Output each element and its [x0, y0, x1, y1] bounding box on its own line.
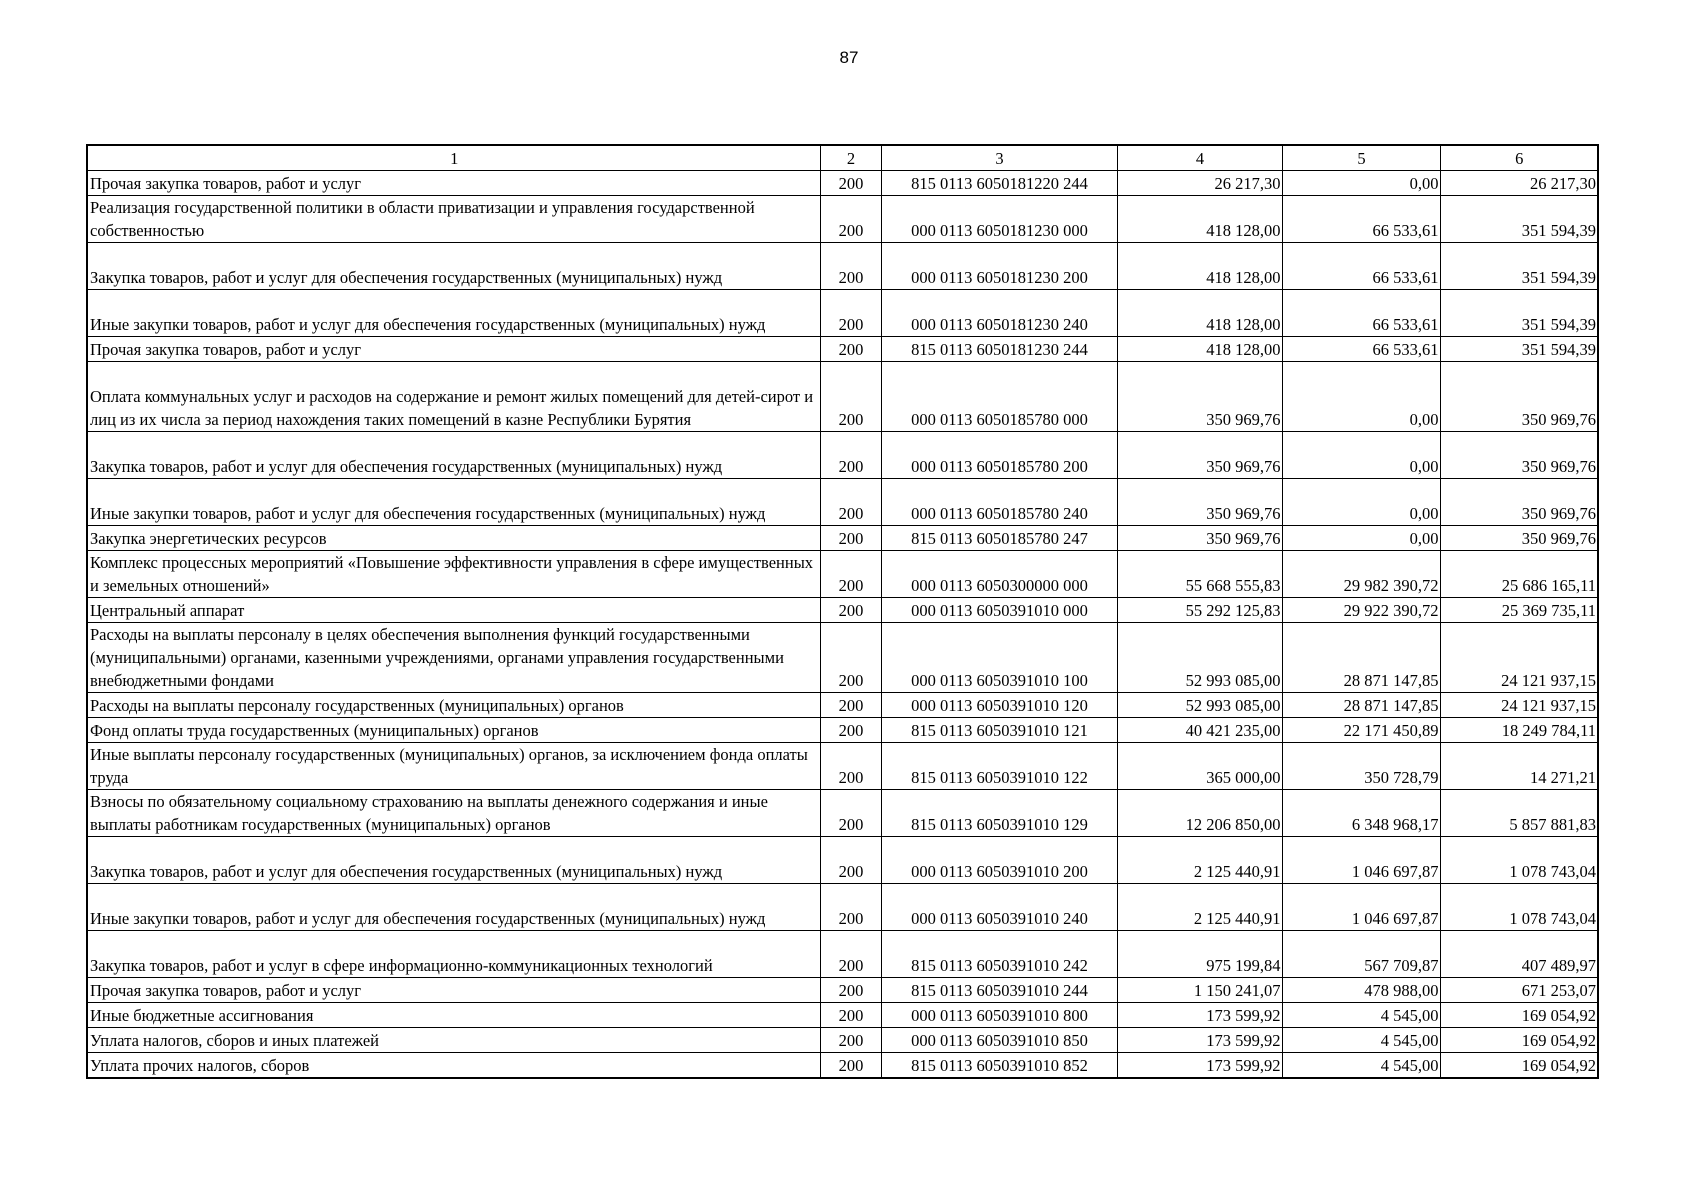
row-line-code-cell: 200 [820, 337, 881, 362]
row-name-cell: Расходы на выплаты персоналу в целях обеспечения выполнения функций государственными (муниципальными) органами, казенными учреждениями, органами управления государственными внебюджетными фондами [87, 623, 820, 693]
row-budget-code-cell: 000 0113 6050181230 240 [881, 290, 1117, 337]
row-approved-cell: 2 125 440,91 [1117, 837, 1282, 884]
row-name-cell: Прочая закупка товаров, работ и услуг [87, 337, 820, 362]
row-approved-cell: 52 993 085,00 [1117, 693, 1282, 718]
table-row [87, 837, 1598, 884]
row-remaining-cell: 351 594,39 [1440, 196, 1598, 243]
row-approved-cell: 418 128,00 [1117, 290, 1282, 337]
row-budget-code-cell: 000 0113 6050185780 000 [881, 362, 1117, 432]
row-approved-cell: 52 993 085,00 [1117, 623, 1282, 693]
row-approved-cell: 418 128,00 [1117, 196, 1282, 243]
row-name-cell: Прочая закупка товаров, работ и услуг [87, 978, 820, 1003]
row-executed-cell: 4 545,00 [1282, 1028, 1440, 1053]
row-line-code-cell: 200 [820, 526, 881, 551]
row-name-cell: Комплекс процессных мероприятий «Повышение эффективности управления в сфере имущественных и земельных отношений» [87, 551, 820, 598]
row-executed-cell: 29 922 390,72 [1282, 598, 1440, 623]
row-line-code-cell: 200 [820, 551, 881, 598]
row-executed-cell: 1 046 697,87 [1282, 837, 1440, 884]
row-name-cell: Закупка энергетических ресурсов [87, 526, 820, 551]
row-name-cell: Иные закупки товаров, работ и услуг для обеспечения государственных (муниципальных) нужд [87, 290, 820, 337]
row-remaining-cell: 18 249 784,11 [1440, 718, 1598, 743]
row-approved-cell: 418 128,00 [1117, 337, 1282, 362]
row-line-code-cell: 200 [820, 790, 881, 837]
table-row [87, 693, 1598, 718]
row-budget-code-cell: 815 0113 6050185780 247 [881, 526, 1117, 551]
column-header-6: 6 [1440, 145, 1598, 171]
row-executed-cell: 28 871 147,85 [1282, 693, 1440, 718]
row-remaining-cell: 407 489,97 [1440, 931, 1598, 978]
row-executed-cell: 567 709,87 [1282, 931, 1440, 978]
row-line-code-cell: 200 [820, 931, 881, 978]
row-approved-cell: 350 969,76 [1117, 432, 1282, 479]
table-row [87, 978, 1598, 1003]
row-approved-cell: 365 000,00 [1117, 743, 1282, 790]
row-remaining-cell: 350 969,76 [1440, 526, 1598, 551]
row-line-code-cell: 200 [820, 1003, 881, 1028]
table-row [87, 790, 1598, 837]
row-executed-cell: 478 988,00 [1282, 978, 1440, 1003]
row-remaining-cell: 24 121 937,15 [1440, 623, 1598, 693]
row-approved-cell: 350 969,76 [1117, 362, 1282, 432]
row-name-cell: Реализация государственной политики в области приватизации и управления государственной собственностью [87, 196, 820, 243]
row-executed-cell: 0,00 [1282, 479, 1440, 526]
row-line-code-cell: 200 [820, 243, 881, 290]
row-approved-cell: 975 199,84 [1117, 931, 1282, 978]
row-name-cell: Уплата прочих налогов, сборов [87, 1053, 820, 1079]
row-budget-code-cell: 000 0113 6050185780 200 [881, 432, 1117, 479]
table-row [87, 432, 1598, 479]
row-executed-cell: 66 533,61 [1282, 337, 1440, 362]
row-name-cell: Оплата коммунальных услуг и расходов на содержание и ремонт жилых помещений для детей-сирот и лиц из их числа за период нахождения таких помещений в казне Республики Бурятия [87, 362, 820, 432]
row-line-code-cell: 200 [820, 432, 881, 479]
row-name-cell: Закупка товаров, работ и услуг для обеспечения государственных (муниципальных) нужд [87, 432, 820, 479]
table-row [87, 743, 1598, 790]
row-executed-cell: 66 533,61 [1282, 243, 1440, 290]
row-approved-cell: 173 599,92 [1117, 1053, 1282, 1079]
row-executed-cell: 0,00 [1282, 432, 1440, 479]
row-line-code-cell: 200 [820, 978, 881, 1003]
row-remaining-cell: 169 054,92 [1440, 1053, 1598, 1079]
row-budget-code-cell: 815 0113 6050391010 242 [881, 931, 1117, 978]
row-executed-cell: 0,00 [1282, 362, 1440, 432]
row-executed-cell: 4 545,00 [1282, 1003, 1440, 1028]
row-executed-cell: 29 982 390,72 [1282, 551, 1440, 598]
row-name-cell: Закупка товаров, работ и услуг в сфере информационно-коммуникационных технологий [87, 931, 820, 978]
row-remaining-cell: 671 253,07 [1440, 978, 1598, 1003]
column-header-3: 3 [881, 145, 1117, 171]
table-row [87, 362, 1598, 432]
row-name-cell: Закупка товаров, работ и услуг для обеспечения государственных (муниципальных) нужд [87, 243, 820, 290]
row-budget-code-cell: 815 0113 6050391010 121 [881, 718, 1117, 743]
table-row [87, 243, 1598, 290]
row-remaining-cell: 1 078 743,04 [1440, 884, 1598, 931]
row-remaining-cell: 350 969,76 [1440, 479, 1598, 526]
row-line-code-cell: 200 [820, 362, 881, 432]
row-name-cell: Уплата налогов, сборов и иных платежей [87, 1028, 820, 1053]
row-approved-cell: 55 668 555,83 [1117, 551, 1282, 598]
table-row [87, 337, 1598, 362]
row-name-cell: Закупка товаров, работ и услуг для обеспечения государственных (муниципальных) нужд [87, 837, 820, 884]
row-approved-cell: 2 125 440,91 [1117, 884, 1282, 931]
row-budget-code-cell: 000 0113 6050391010 000 [881, 598, 1117, 623]
row-line-code-cell: 200 [820, 598, 881, 623]
row-name-cell: Прочая закупка товаров, работ и услуг [87, 171, 820, 196]
row-executed-cell: 0,00 [1282, 526, 1440, 551]
row-approved-cell: 173 599,92 [1117, 1003, 1282, 1028]
page-number: 87 [839, 48, 859, 67]
row-budget-code-cell: 815 0113 6050391010 129 [881, 790, 1117, 837]
row-line-code-cell: 200 [820, 718, 881, 743]
table-row [87, 1028, 1598, 1053]
row-budget-code-cell: 815 0113 6050181220 244 [881, 171, 1117, 196]
row-line-code-cell: 200 [820, 1053, 881, 1079]
row-line-code-cell: 200 [820, 171, 881, 196]
row-budget-code-cell: 000 0113 6050391010 100 [881, 623, 1117, 693]
row-remaining-cell: 5 857 881,83 [1440, 790, 1598, 837]
row-executed-cell: 66 533,61 [1282, 290, 1440, 337]
table-row [87, 171, 1598, 196]
row-line-code-cell: 200 [820, 479, 881, 526]
row-approved-cell: 350 969,76 [1117, 526, 1282, 551]
row-budget-code-cell: 815 0113 6050391010 122 [881, 743, 1117, 790]
row-budget-code-cell: 815 0113 6050391010 852 [881, 1053, 1117, 1079]
row-budget-code-cell: 000 0113 6050181230 000 [881, 196, 1117, 243]
row-remaining-cell: 351 594,39 [1440, 337, 1598, 362]
row-approved-cell: 1 150 241,07 [1117, 978, 1282, 1003]
row-name-cell: Иные закупки товаров, работ и услуг для обеспечения государственных (муниципальных) нужд [87, 884, 820, 931]
row-line-code-cell: 200 [820, 743, 881, 790]
table-row [87, 884, 1598, 931]
table-row [87, 598, 1598, 623]
row-name-cell: Иные бюджетные ассигнования [87, 1003, 820, 1028]
row-budget-code-cell: 000 0113 6050185780 240 [881, 479, 1117, 526]
table-row [87, 196, 1598, 243]
table-row [87, 1053, 1598, 1079]
row-name-cell: Центральный аппарат [87, 598, 820, 623]
row-remaining-cell: 169 054,92 [1440, 1003, 1598, 1028]
row-executed-cell: 22 171 450,89 [1282, 718, 1440, 743]
table-row [87, 479, 1598, 526]
row-budget-code-cell: 000 0113 6050391010 200 [881, 837, 1117, 884]
row-executed-cell: 0,00 [1282, 171, 1440, 196]
row-remaining-cell: 350 969,76 [1440, 362, 1598, 432]
row-budget-code-cell: 000 0113 6050391010 120 [881, 693, 1117, 718]
row-approved-cell: 350 969,76 [1117, 479, 1282, 526]
row-approved-cell: 26 217,30 [1117, 171, 1282, 196]
row-line-code-cell: 200 [820, 693, 881, 718]
row-name-cell: Иные выплаты персоналу государственных (муниципальных) органов, за исключением фонда оплаты труда [87, 743, 820, 790]
table-row [87, 718, 1598, 743]
row-line-code-cell: 200 [820, 1028, 881, 1053]
row-line-code-cell: 200 [820, 290, 881, 337]
row-remaining-cell: 351 594,39 [1440, 243, 1598, 290]
row-executed-cell: 350 728,79 [1282, 743, 1440, 790]
row-budget-code-cell: 000 0113 6050391010 850 [881, 1028, 1117, 1053]
row-line-code-cell: 200 [820, 196, 881, 243]
row-executed-cell: 6 348 968,17 [1282, 790, 1440, 837]
table-row [87, 931, 1598, 978]
column-header-2: 2 [820, 145, 881, 171]
row-name-cell: Взносы по обязательному социальному страхованию на выплаты денежного содержания и иные выплаты работникам государственных (муниципальных) органов [87, 790, 820, 837]
row-line-code-cell: 200 [820, 884, 881, 931]
column-header-5: 5 [1282, 145, 1440, 171]
column-header-4: 4 [1117, 145, 1282, 171]
row-line-code-cell: 200 [820, 623, 881, 693]
row-remaining-cell: 1 078 743,04 [1440, 837, 1598, 884]
row-remaining-cell: 350 969,76 [1440, 432, 1598, 479]
row-name-cell: Иные закупки товаров, работ и услуг для обеспечения государственных (муниципальных) нужд [87, 479, 820, 526]
row-executed-cell: 28 871 147,85 [1282, 623, 1440, 693]
header-row [87, 145, 1598, 171]
row-approved-cell: 173 599,92 [1117, 1028, 1282, 1053]
table-row [87, 551, 1598, 598]
row-name-cell: Расходы на выплаты персоналу государственных (муниципальных) органов [87, 693, 820, 718]
row-executed-cell: 1 046 697,87 [1282, 884, 1440, 931]
row-approved-cell: 40 421 235,00 [1117, 718, 1282, 743]
row-budget-code-cell: 815 0113 6050391010 244 [881, 978, 1117, 1003]
row-remaining-cell: 25 686 165,11 [1440, 551, 1598, 598]
row-remaining-cell: 26 217,30 [1440, 171, 1598, 196]
table-row [87, 526, 1598, 551]
row-approved-cell: 12 206 850,00 [1117, 790, 1282, 837]
row-budget-code-cell: 000 0113 6050391010 240 [881, 884, 1117, 931]
row-budget-code-cell: 000 0113 6050181230 200 [881, 243, 1117, 290]
row-approved-cell: 55 292 125,83 [1117, 598, 1282, 623]
table-row [87, 1003, 1598, 1028]
table-row [87, 623, 1598, 693]
row-remaining-cell: 25 369 735,11 [1440, 598, 1598, 623]
row-budget-code-cell: 815 0113 6050181230 244 [881, 337, 1117, 362]
column-header-1: 1 [87, 145, 820, 171]
row-remaining-cell: 14 271,21 [1440, 743, 1598, 790]
row-remaining-cell: 351 594,39 [1440, 290, 1598, 337]
row-executed-cell: 66 533,61 [1282, 196, 1440, 243]
row-budget-code-cell: 000 0113 6050300000 000 [881, 551, 1117, 598]
row-remaining-cell: 169 054,92 [1440, 1028, 1598, 1053]
table-row [87, 290, 1598, 337]
row-approved-cell: 418 128,00 [1117, 243, 1282, 290]
row-executed-cell: 4 545,00 [1282, 1053, 1440, 1079]
budget-table [86, 144, 1599, 1079]
row-remaining-cell: 24 121 937,15 [1440, 693, 1598, 718]
row-name-cell: Фонд оплаты труда государственных (муниципальных) органов [87, 718, 820, 743]
row-budget-code-cell: 000 0113 6050391010 800 [881, 1003, 1117, 1028]
row-line-code-cell: 200 [820, 837, 881, 884]
